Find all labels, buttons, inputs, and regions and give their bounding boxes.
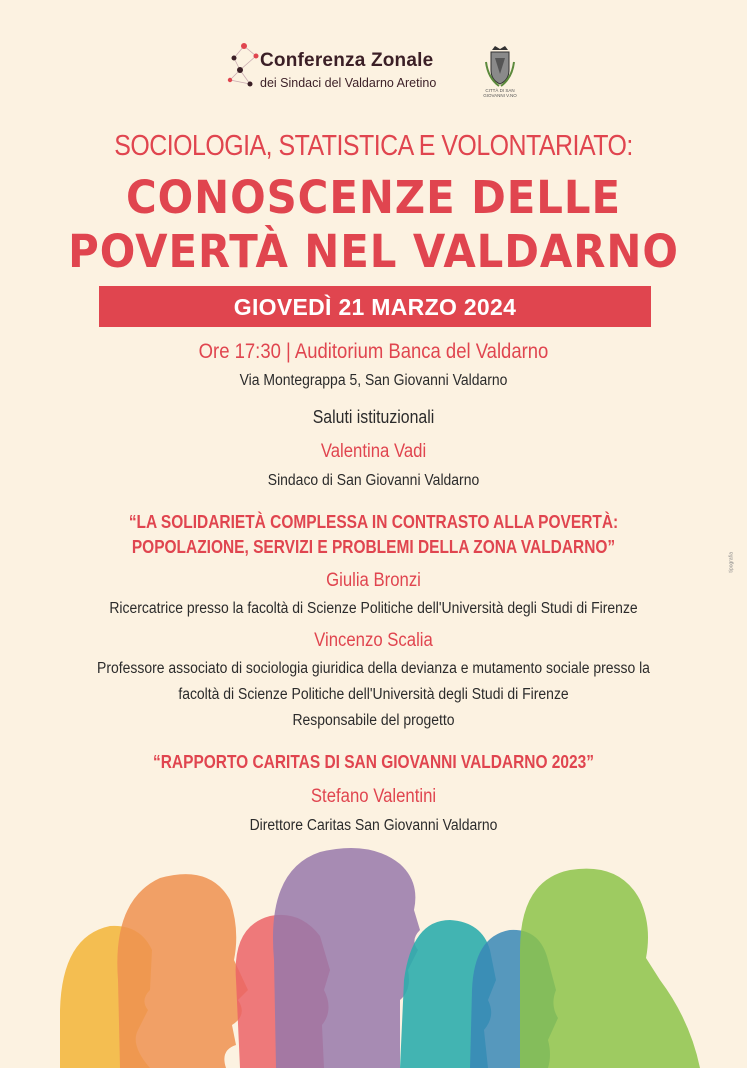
talk1-title-line-2: POPOLAZIONE, SERVIZI E PROBLEMI DELLA ZONA VALDARNO” bbox=[131, 537, 616, 557]
talk1-speaker-2: Vincenzo Scalia bbox=[314, 630, 433, 651]
people-silhouettes-illustration bbox=[0, 840, 747, 1068]
city-crest-icon bbox=[482, 44, 518, 94]
talk1-speaker-2-role-2: facoltà di Scienze Politiche dell'Università degli Studi di Firenze bbox=[178, 686, 569, 703]
event-time-place: Ore 17:30 | Auditorium Banca del Valdarno bbox=[198, 340, 549, 363]
talk2-role: Direttore Caritas San Giovanni Valdarno bbox=[249, 817, 498, 834]
silhouette-green bbox=[520, 869, 700, 1068]
talk1-speaker-2-role-1: Professore associato di sociologia giuridica della devianza e mutamento sociale presso la bbox=[97, 660, 650, 677]
event-title-line-1: CONOSCENZE DELLE bbox=[126, 171, 621, 224]
event-title-line-2: POVERTÀ NEL VALDARNO bbox=[68, 225, 679, 278]
silhouette-orange bbox=[117, 874, 248, 1068]
network-dots-icon bbox=[226, 40, 262, 96]
talk1-speaker-1-role: Ricercatrice presso la facoltà di Scienze Politiche dell'Università degli Studi di Firenze bbox=[109, 600, 638, 617]
printer-mark: tipografia bbox=[729, 552, 735, 573]
talk2-speaker: Stefano Valentini bbox=[310, 786, 437, 807]
event-kicker: SOCIOLOGIA, STATISTICA E VOLONTARIATO: bbox=[114, 130, 633, 162]
talk2-title: “RAPPORTO CARITAS DI SAN GIOVANNI VALDARNO 2023” bbox=[153, 752, 594, 772]
logo-subtitle: dei Sindaci del Valdarno Aretino bbox=[260, 76, 437, 90]
greetings-speaker: Valentina Vadi bbox=[320, 441, 427, 462]
logo-title: Conferenza Zonale bbox=[260, 50, 434, 71]
silhouette-purple bbox=[273, 848, 420, 1068]
crest-caption: CITTÀ DI SAN GIOVANNI V.NO bbox=[483, 88, 517, 98]
talk1-speaker-1: Giulia Bronzi bbox=[326, 570, 421, 591]
greetings-heading: Saluti istituzionali bbox=[312, 407, 435, 427]
greetings-role: Sindaco di San Giovanni Valdarno bbox=[267, 472, 480, 489]
event-address: Via Montegrappa 5, San Giovanni Valdarno bbox=[239, 372, 508, 389]
talk1-speaker-2-role-3: Responsabile del progetto bbox=[292, 712, 455, 729]
talk1-title-line-1: “LA SOLIDARIETÀ COMPLESSA IN CONTRASTO ALLA POVERTÀ: bbox=[128, 512, 619, 532]
event-date-banner: GIOVEDÌ 21 MARZO 2024 bbox=[99, 286, 651, 327]
